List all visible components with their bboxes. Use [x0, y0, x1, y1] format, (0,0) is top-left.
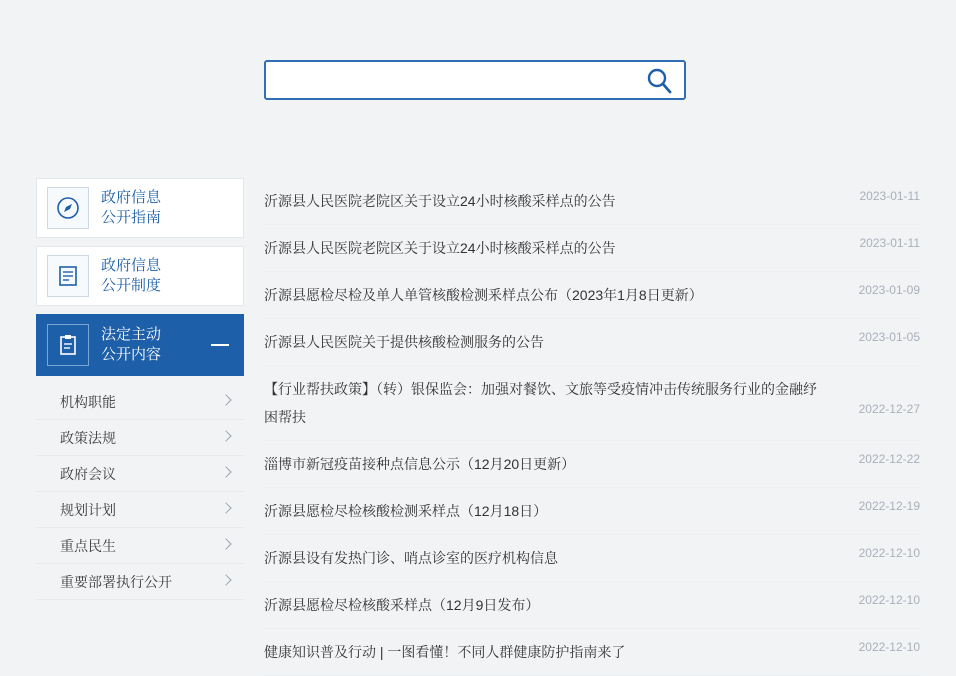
sidebar-card-guide[interactable]: [36, 178, 244, 238]
news-list: [264, 178, 920, 676]
list-item[interactable]: [264, 488, 920, 535]
sidebar-card-system[interactable]: [36, 246, 244, 306]
sidebar-item-jigouzhineng[interactable]: [36, 384, 244, 420]
list-item-title[interactable]: 淄博市新冠疫苗接种点信息公示（12月20日更新）: [264, 456, 576, 472]
list-item[interactable]: [264, 629, 920, 676]
list-item-date: 2023-01-05: [858, 330, 920, 344]
sidebar-item-guihuajihua-label: 规划计划: [60, 502, 116, 518]
search-button[interactable]: [644, 66, 674, 96]
list-item-title[interactable]: 沂源县愿检尽检核酸检测釆样点（12月18日）: [264, 503, 548, 519]
list-item-date: 2023-01-09: [858, 283, 920, 297]
list-item[interactable]: [264, 441, 920, 488]
chevron-right-icon: [220, 502, 231, 513]
sidebar-card-system-line1: 政府信息: [101, 257, 162, 274]
list-item-date: 2023-01-11: [859, 236, 920, 250]
sidebar-item-zhongyaobushu-label: 重要部署执行公开: [60, 574, 172, 590]
sidebar-card-content-line2: 公开内容: [101, 346, 162, 363]
list-item[interactable]: [264, 178, 920, 225]
minus-icon[interactable]: [211, 344, 229, 346]
list-item-date: 2022-12-27: [858, 402, 920, 416]
list-item-title[interactable]: 沂源县人民医院老院区关于设立24小时核酸采样点的公告: [264, 240, 616, 256]
sidebar: [36, 178, 244, 600]
search-area: [0, 0, 956, 160]
sidebar-card-content-label: [101, 325, 161, 365]
compass-icon: [47, 187, 89, 229]
chevron-right-icon: [220, 466, 231, 477]
search-input[interactable]: [278, 62, 652, 100]
list-item-date: 2022-12-22: [858, 452, 920, 466]
list-item-title[interactable]: 沂源县愿检尽检核酸釆样点（12月9日发布）: [264, 597, 540, 613]
sidebar-card-guide-line2: 公开指南: [101, 209, 162, 226]
list-item-title[interactable]: 健康知识普及行动 | 一图看懂！不同人群健康防护指南来了: [264, 644, 626, 660]
list-item-title[interactable]: 沂源县设有发热门诊、哨点诊室的医疗机构信息: [264, 550, 558, 566]
list-item-date: 2022-12-10: [858, 640, 920, 654]
chevron-right-icon: [220, 538, 231, 549]
sidebar-card-system-label: [101, 256, 161, 296]
sidebar-item-zhongdianminsheng-label: 重点民生: [60, 538, 116, 554]
chevron-right-icon: [220, 394, 231, 405]
list-item-date: 2022-12-10: [858, 593, 920, 607]
sidebar-item-zhengfuhuiyi-label: 政府会议: [60, 466, 116, 482]
list-item[interactable]: [264, 582, 920, 629]
list-item-date: 2022-12-10: [858, 546, 920, 560]
list-item-title[interactable]: 【行业帮扶政策】（转）银保监会：加强对餐饮、文旅等受疫情冲击传统服务行业的金融纾困帮扶: [264, 381, 817, 425]
list-item[interactable]: [264, 319, 920, 366]
sidebar-sub-list: [36, 384, 244, 600]
sidebar-item-zhengcefagui-label: 政策法规: [60, 430, 116, 446]
sidebar-card-guide-line1: 政府信息: [101, 189, 162, 206]
list-item-title[interactable]: 沂源县人民医院关于提供核酸检测服务的公告: [264, 334, 544, 350]
list-item-title[interactable]: 沂源县人民医院老院区关于设立24小时核酸采样点的公告: [264, 193, 616, 209]
sidebar-item-zhongdianminsheng[interactable]: [36, 528, 244, 564]
sidebar-item-zhengfuhuiyi[interactable]: [36, 456, 244, 492]
clipboard-icon: [47, 324, 89, 366]
search-box[interactable]: [264, 60, 686, 100]
list-item[interactable]: [264, 535, 920, 582]
sidebar-card-guide-label: [101, 188, 161, 228]
list-item[interactable]: [264, 225, 920, 272]
list-item-date: 2022-12-19: [858, 499, 920, 513]
sidebar-card-system-line2: 公开制度: [101, 277, 162, 294]
document-icon: [47, 255, 89, 297]
sidebar-card-content[interactable]: [36, 314, 244, 376]
list-item-date: 2023-01-11: [859, 189, 920, 203]
sidebar-item-guihuajihua[interactable]: [36, 492, 244, 528]
list-item[interactable]: [264, 272, 920, 319]
chevron-right-icon: [220, 430, 231, 441]
list-item[interactable]: [264, 366, 920, 441]
sidebar-item-jigouzhineng-label: 机构职能: [60, 394, 116, 410]
sidebar-item-zhongyaobushu[interactable]: [36, 564, 244, 600]
sidebar-item-zhengcefagui[interactable]: [36, 420, 244, 456]
list-item-title[interactable]: 沂源县愿检尽检及单人单管核酸检测釆样点公布（2023年1月8日更新）: [264, 287, 703, 303]
search-icon: [644, 66, 674, 96]
sidebar-card-content-line1: 法定主动: [101, 326, 162, 343]
